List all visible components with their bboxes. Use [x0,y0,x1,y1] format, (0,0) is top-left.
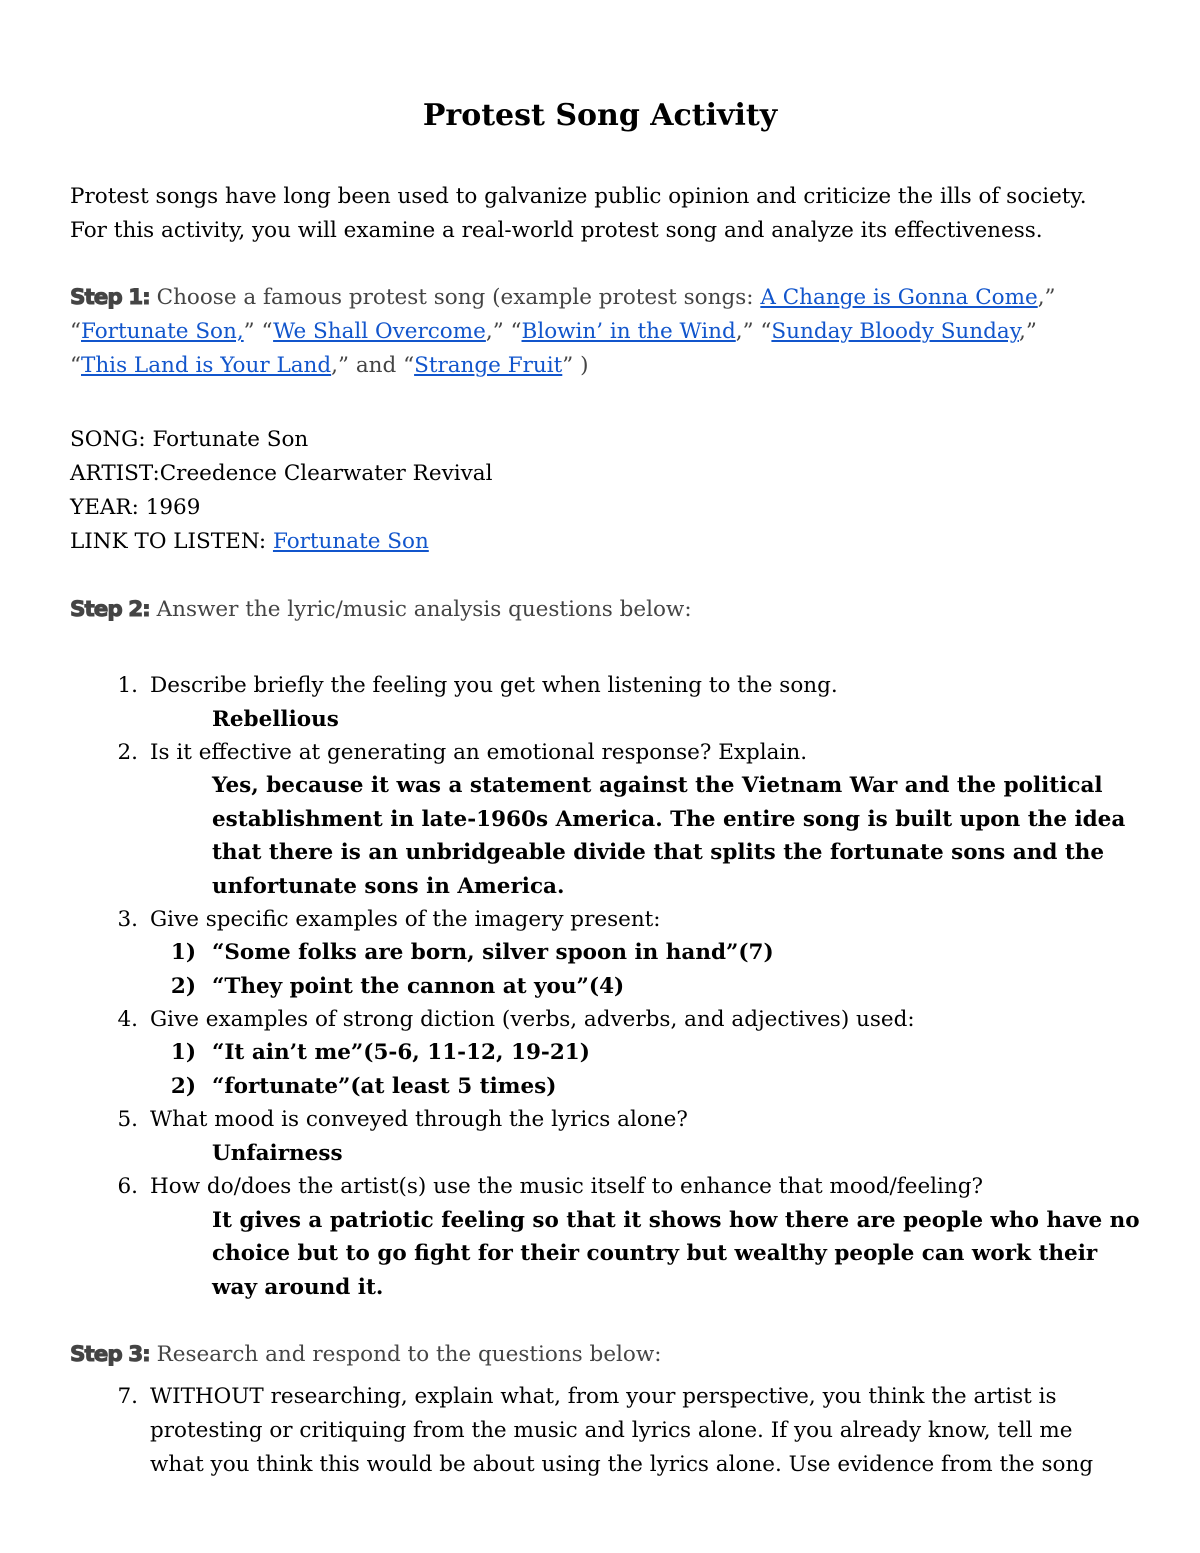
step3-text: Research and respond to the questions below: [149,1342,662,1367]
intro-line-2: For this activity, you will examine a real-world protest song and analyze its effectiveness. [70,218,1043,243]
step1-and: and [355,353,397,378]
intro-line-1: Protest songs have long been used to galvanize public opinion and criticize the ills of society. [70,184,1087,209]
question-6: 6. How do/does the artist(s) use the music itself to enhance that mood/feeling? [117,1174,984,1199]
song-value: Fortunate Son [152,427,309,452]
listen-link[interactable]: Fortunate Son [272,529,429,554]
listen-label: LINK TO LISTEN: [70,529,267,554]
year-line [70,491,200,525]
answer-1: Rebellious [212,707,339,732]
song-link-this-land[interactable]: This Land is Your Land [81,353,332,378]
artist-line [70,457,492,491]
answer-6-line-1: It gives a patriotic feeling so that it shows how there are people who have no [212,1208,1140,1233]
answer-2-line-1: Yes, because it was a statement against the Vietnam War and the political [212,773,1103,798]
question-4: 4. Give examples of strong diction (verbs, adverbs, and adjectives) used: [117,1007,915,1032]
question-1: 1. Describe briefly the feeling you get when listening to the song. [117,673,838,698]
answer-4-item-1: 1) “It ain’t me”(5-6, 11-12, 19-21) [170,1040,590,1065]
song-line [70,423,308,457]
answer-2-line-4: unfortunate sons in America. [212,874,565,899]
song-link-change-gonna-come[interactable]: A Change is Gonna Come [760,285,1038,310]
step2-text: Answer the lyric/music analysis questions below: [149,597,692,622]
answer-5: Unfairness [212,1141,343,1166]
question-4-text: Give examples of strong diction (verbs, adverbs, and adjectives) used: [150,1007,915,1032]
year-label: YEAR: [70,495,139,520]
step1-label: Step 1: [70,285,150,310]
artist-value: Creedence Clearwater Revival [159,461,493,486]
listen-line [70,525,429,559]
answer-4-item-2: 2) “fortunate”(at least 5 times) [170,1074,557,1099]
step2-line [70,593,692,627]
song-link-sunday-bloody-sunday[interactable]: Sunday Bloody Sunday [771,319,1019,344]
answer-6-line-3: way around it. [212,1275,384,1300]
question-3-text: Give specific examples of the imagery present: [150,907,661,932]
question-7-line-2: protesting or critiquing from the music and lyrics alone. If you already know, tell me [150,1418,1073,1443]
year-value: 1969 [145,495,201,520]
song-link-fortunate-son[interactable]: Fortunate Son, [81,319,244,344]
answer-2-line-3: that there is an unbridgeable divide that splits the fortunate sons and the [212,840,1105,865]
step1-line-2: “Fortunate Son,” “We Shall Overcome,” “Blowin’ in the Wind,” “Sunday Bloody Sunday,” [70,319,1037,344]
song-link-blowin-in-the-wind[interactable]: Blowin’ in the Wind [521,319,736,344]
answer-2-line-2: establishment in late-1960s America. The entire song is built upon the idea [212,807,1126,832]
answer-3-item-1: 1) “Some folks are born, silver spoon in hand”(7) [170,940,774,965]
question-5-text: What mood is conveyed through the lyrics alone? [150,1107,688,1132]
question-7-line-3: what you think this would be about using the lyrics alone. Use evidence from the song [150,1452,1094,1477]
song-link-strange-fruit[interactable]: Strange Fruit [414,353,563,378]
step1-line-3: “This Land is Your Land,” and “Strange Fruit” ) [70,353,589,378]
page-title: Protest Song Activity [422,98,778,133]
song-link-we-shall-overcome[interactable]: We Shall Overcome [273,319,486,344]
question-3: 3. Give specific examples of the imagery present: [117,907,661,932]
song-label: SONG: [70,427,146,452]
answer-3-item-2: 2) “They point the cannon at you”(4) [170,974,625,999]
question-2: 2. Is it effective at generating an emotional response? Explain. [117,740,808,765]
question-7-line-1: 7. WITHOUT researching, explain what, from your perspective, you think the artist is [117,1384,1057,1409]
question-2-text: Is it effective at generating an emotional response? Explain. [150,740,808,765]
question-5: 5. What mood is conveyed through the lyrics alone? [117,1107,688,1132]
step1-text: Choose a famous protest song (example protest songs: [149,285,761,310]
step2-label: Step 2: [70,597,150,622]
artist-label: ARTIST: [70,461,160,486]
step3-line [70,1338,662,1372]
question-1-text: Describe briefly the feeling you get when listening to the song. [150,673,838,698]
answer-6-line-2: choice but to go fight for their country but wealthy people can work their [212,1241,1098,1266]
step1-line-1: Step 1: Choose a famous protest song (example protest songs: A Change is Gonna Come,” [70,285,1056,310]
step3-label: Step 3: [70,1342,150,1367]
question-6-text: How do/does the artist(s) use the music itself to enhance that mood/feeling? [150,1174,984,1199]
